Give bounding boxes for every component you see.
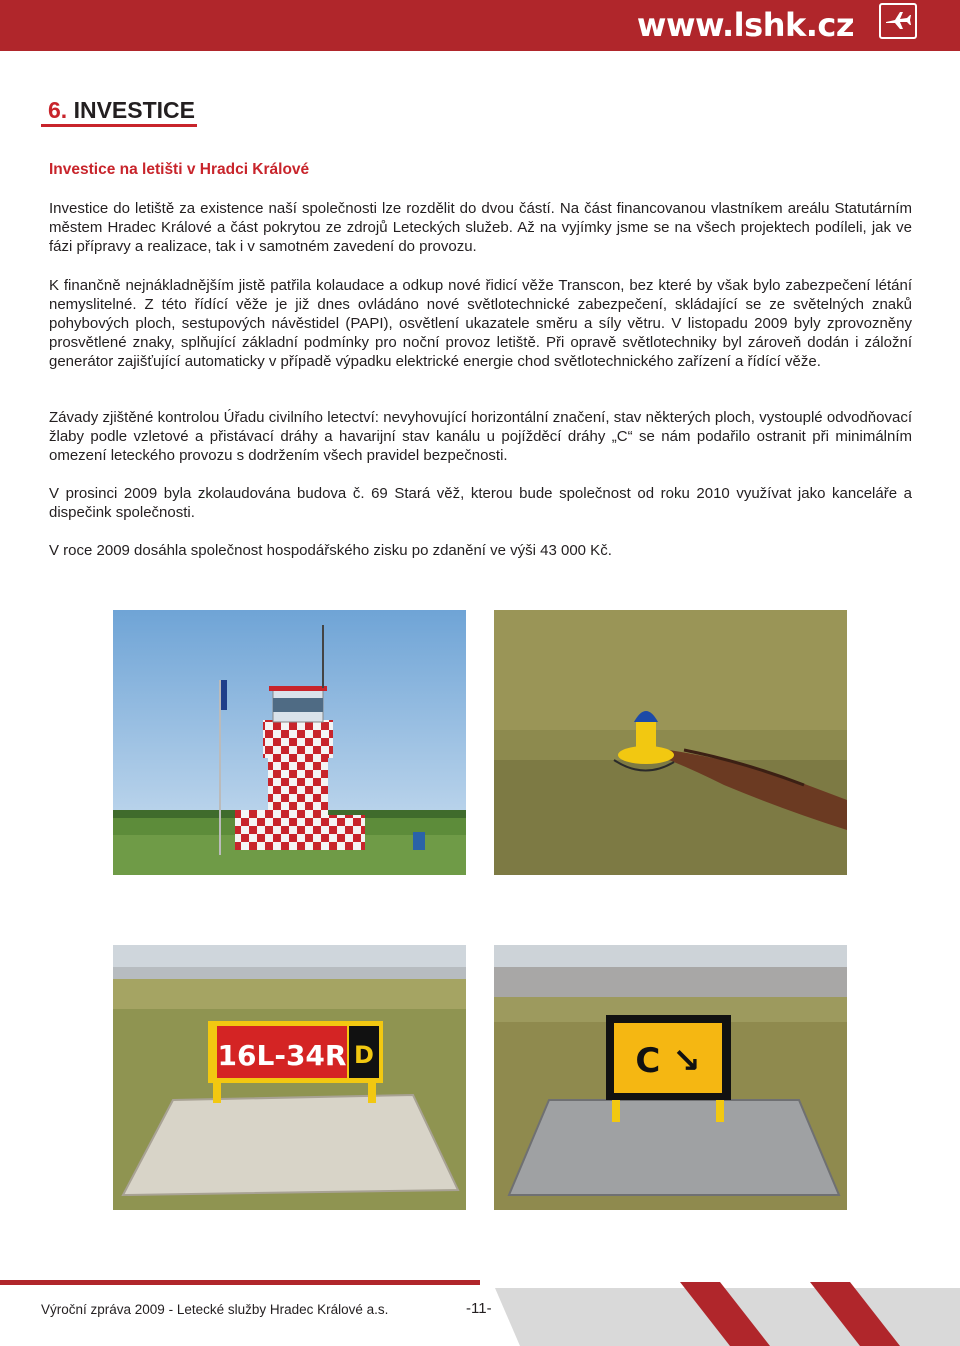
paragraph-5: V roce 2009 dosáhla společnost hospodářského zisku po zdanění ve výši 43 000 Kč. — [49, 542, 612, 559]
runway-sign-text: 16L-34R — [217, 1039, 347, 1072]
runway-graphic — [480, 1268, 960, 1346]
section-title — [48, 97, 195, 124]
section-number: 6. — [48, 97, 68, 123]
airplane-icon — [879, 3, 917, 39]
paragraph-3: Závady zjištěné kontrolou Úřadu civilního letectví: nevyhovující horizontální značení, stav některých ploch, vystouplé odvodňovací žlaby podle vzletové a přistávací dráhy a havarijní stav kanálu u pojížděcí dráhy „C“ se nám podařilo ostranit při minimálním omezení leteckého provozu s dodržením všech pravidel bezpečnosti. — [49, 409, 912, 464]
photo-light-fixture — [494, 610, 847, 875]
photo-control-tower — [113, 610, 466, 875]
subheading: Investice na letišti v Hradci Králové — [49, 161, 310, 178]
runway-sign-side-text: D — [354, 1041, 374, 1069]
site-url[interactable]: www.lshk.cz — [636, 6, 854, 44]
title-underline — [41, 124, 197, 127]
footer-text: Výroční zpráva 2009 - Letecké služby Hradec Králové a.s. — [41, 1302, 389, 1317]
paragraph-2: K finančně nejnákladnějším jistě patřila kolaudace a odkup nové řidicí věže Transcon, bez které by však bylo zabezpečení létání nemyslitelné. Z této řídící věže je již dnes ovládáno nové světlotechnické zabezpečení, skládající se ze světelných znaků pohybových ploch, sestupových návěstidel (PAPI), osvětlení ukazatele směru a síly větru. V listopadu 2009 byly zprovozněny prosvětlené znaky, splňující základní podmínky pro noční provoz letiště. Při opravě světlotechniky byl zároveň dodán i záložní generátor zajišťující automaticky v případě výpadku elektrické energie chod světlotechnického zařízení a řídící věže. — [49, 277, 912, 370]
photo-runway-sign — [113, 945, 466, 1210]
footer-stripe — [0, 1280, 480, 1285]
page-number: -11- — [466, 1300, 492, 1317]
header-bar — [0, 0, 960, 51]
paragraph-4: V prosinci 2009 byla zkolaudována budova č. 69 Stará věž, kterou bude společnost od roku 2010 využívat jako kanceláře a dispečink společnosti. — [49, 485, 912, 521]
paragraph-1: Investice do letiště za existence naší společnosti lze rozdělit do dvou částí. Na část financovanou vlastníkem areálu Statutárním městem Hradec Králové a část pokrytou ze zdrojů Leteckých služeb. Až na vyjímky jsme se na všech projektech podíleli, jak ve fázi přípravy a realizace, tak i v samotném zavedení do provozu. — [49, 200, 912, 255]
photo-taxiway-sign — [494, 945, 847, 1210]
section-title-text: INVESTICE — [73, 97, 195, 123]
taxiway-sign-text: C ↘ — [635, 1041, 701, 1081]
